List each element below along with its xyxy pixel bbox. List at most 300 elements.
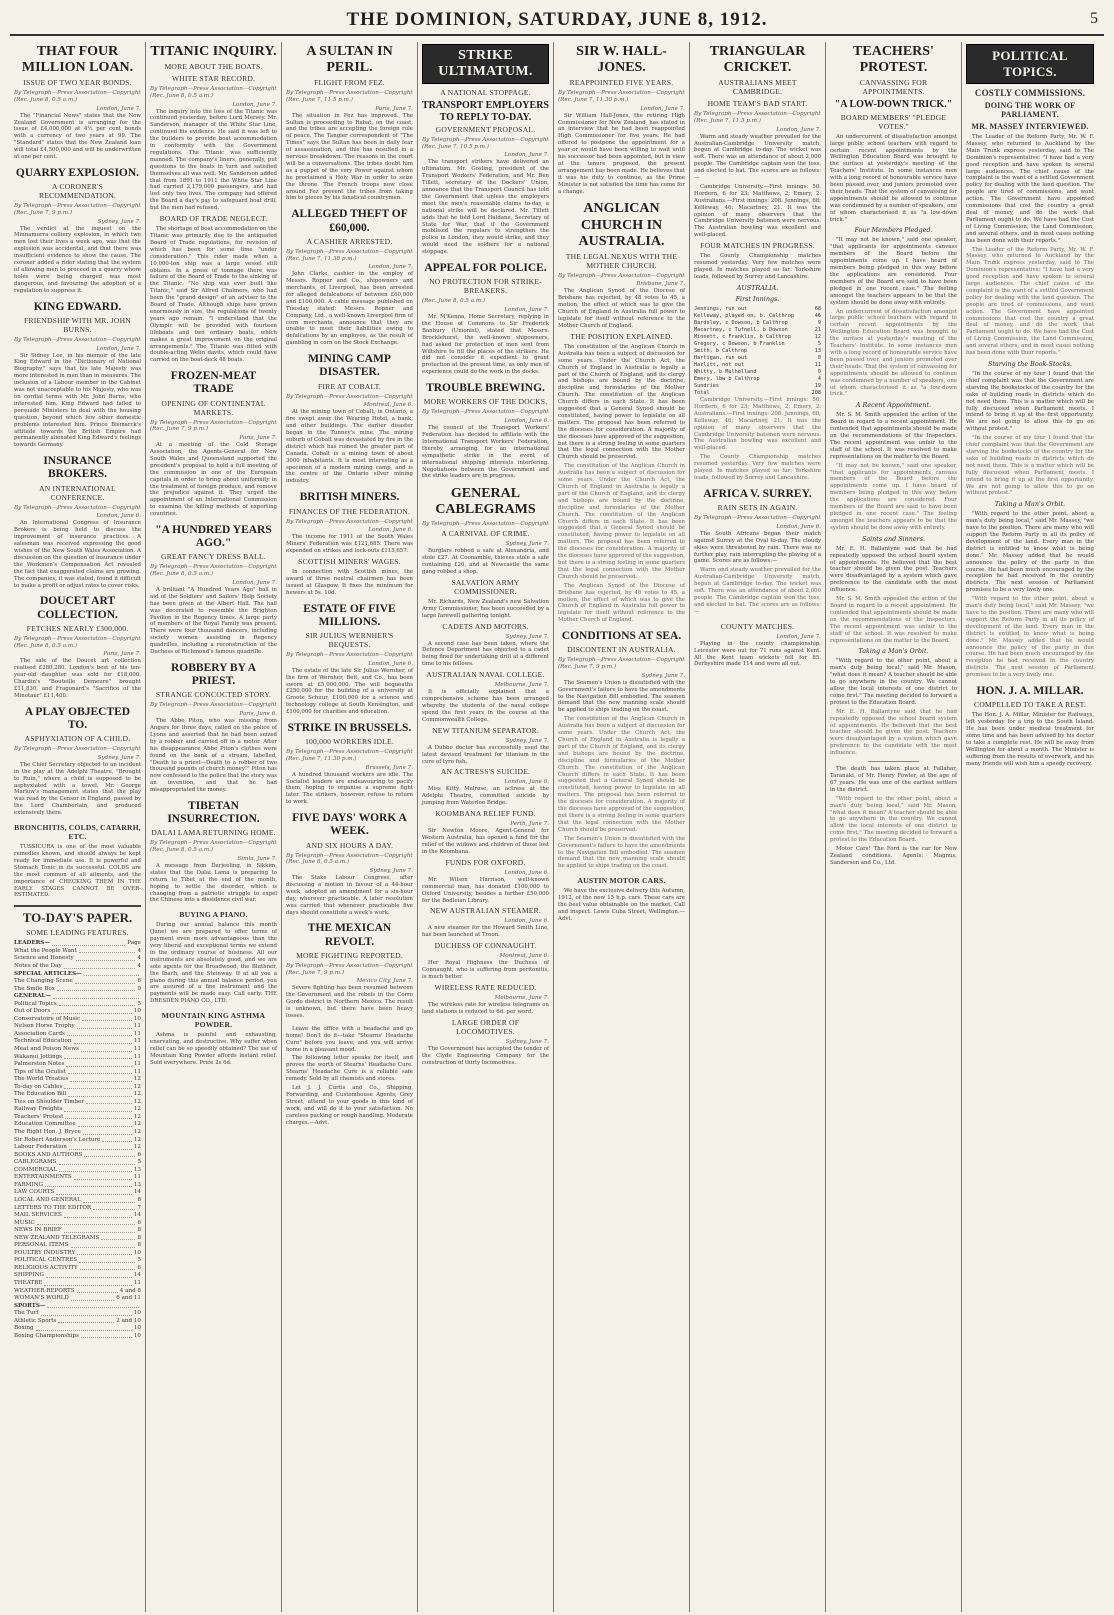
toc-item-label: To-day on Cables: [14, 1083, 63, 1090]
toc-item: [14, 1265, 141, 1273]
article-robbery-priest: [150, 662, 277, 794]
toc-item-page: 13: [133, 1181, 141, 1188]
credit: By Telegraph—Press Association—Copyright (Rec. June 8, 0.5 a.m.): [14, 635, 141, 649]
article-body: Playing in the county championship, Leicester were out for 71 runs against Kent. All the Kent team wickets fell for 85. Derbyshire made 114 and were all out.: [694, 640, 821, 668]
dateline: London, June 7.: [96, 105, 141, 112]
advertisement-bronchitis: [14, 823, 141, 899]
toc-leader-dots: [68, 1069, 132, 1075]
scorecard-row: [694, 383, 821, 390]
article-british-miners: [286, 491, 413, 596]
headline: TRIANGULAR CRICKET.: [709, 44, 806, 76]
subheadline: REAPPOINTED FIVE YEARS.: [569, 78, 674, 88]
toc-item: [14, 955, 141, 963]
divider: [868, 761, 919, 762]
dateline: Sydney, June 7.: [505, 1038, 549, 1045]
toc-item-label: NEWS IN BRIEF: [14, 1227, 62, 1234]
credit: By Telegraph—Press Association—Copyright: [286, 518, 413, 525]
toc-item-label: Boxing: [14, 1325, 34, 1332]
toc-item: [14, 986, 141, 994]
subheadline: RAIN SETS IN AGAIN.: [717, 503, 798, 513]
subheadline: OPENING OF CONTINENTAL MARKETS.: [161, 398, 266, 417]
dateline: London, June 6.: [504, 418, 549, 425]
toc-item: [14, 1061, 141, 1069]
toc-item-label: LETTERS TO THE EDITOR: [14, 1204, 92, 1211]
article-body: The inquiry into the loss of the Titanic was continued yesterday, before Lord Mersey. Mr. Sanderson, manager of the White Star Line, continued his evidence. He said it was left to the builders to provide boat accommodation in conformity with the Government regulations. The Titanic was sufficiently manned. The company's liners, generally, put questions to the boats in turn and satisfied themselves all was well. Mr. Sanderson added that from 1891 to 1911 the White Star Line had carried 2,179,000 passengers, and had lost only two lives. The company had offered the Board a day's pay to safeguard boat drill, but the men had refused.: [150, 108, 277, 212]
section-heading: Saints and Sinners.: [861, 534, 926, 543]
batsman-name: Kelleway, played on, b. Calthrop: [694, 312, 794, 319]
article-body: Burglars robbed a safe at Alexandria, and stole £27. At Coonamble, thieves stole a safe containing £20, and at Newcastle the same gang robbed a shop.: [422, 548, 549, 575]
toc-item-label: POLITICAL CENTRES: [14, 1257, 78, 1264]
article-strike-ultimatum: [422, 44, 549, 256]
article-five-days-work: [286, 812, 413, 916]
article-body: The County Championship matches resumed yesterday. Very few matches were played. In matches played so far: Yorkshire leads, followed by Surrey and Lancashire.: [694, 454, 821, 481]
headline: TEACHERS' PROTEST.: [853, 44, 934, 76]
batsman-name: Jennings, run out: [694, 305, 748, 312]
article-body: "With regard to the other point, about a man's duty being local," said Mr. Mason, "what does it mean? A teacher should be able to go anywhere in the country. We cannot allow the local interests of one district to come first." The meeting decided to forward a protest to the Education Board.: [830, 658, 957, 706]
headline: QUARRY EXPLOSION.: [15, 166, 140, 179]
toc-item-label: Political Topics: [14, 1000, 57, 1007]
article-body: The Anglican Synod of the Diocese of Brisbane has rejected, by 48 votes to 45, a motion, the effect of which was to give the Church of England in Australia full power to legislate for itself without reference to the Mother Church of England.: [558, 582, 685, 624]
subheadline: CADETS AND MOTORS.: [442, 621, 529, 631]
toc-item: [14, 1288, 141, 1296]
dateline: London, June 6.: [368, 527, 413, 534]
toc-item: [14, 940, 141, 948]
toc-item-page: 5: [137, 1257, 141, 1264]
toc-leader-dots: [80, 1265, 136, 1271]
subheadline: DALAI LAMA RETURNING HOME.: [151, 828, 276, 838]
dateline: Sydney, June 7.: [369, 868, 413, 875]
toc-item-label: GENERAL—: [14, 993, 51, 1000]
toc-item-page: 11: [133, 1030, 141, 1037]
toc-item: [14, 1212, 141, 1220]
subheadline: SIR JULIUS WERNHER'S BEQUESTS.: [305, 631, 394, 649]
toc-item: [14, 948, 141, 956]
toc-item: [14, 1084, 141, 1092]
scorecard-row: [694, 348, 821, 355]
credit: By Telegraph—Press Association—Copyright (Rec. June 7, 11.5 p.m.): [694, 111, 821, 124]
credit: By Telegraph—Press Association—Copyright (Rec. June 8, 0.5 a.m.): [14, 90, 141, 103]
masthead-title: THE DOMINION, SATURDAY, JUNE 8, 1912.: [346, 9, 768, 30]
scorecard-row: [694, 376, 821, 383]
toc-item-label: Railway Freights: [14, 1106, 63, 1113]
subheadline: FRIENDSHIP WITH MR. JOHN BURNS.: [24, 315, 131, 334]
headline: AFRICA V. SURREY.: [703, 487, 812, 500]
toc-item-label: Meat and Poison News: [14, 1046, 79, 1053]
toc-item-label: SPECIAL ARTICLES—: [14, 970, 82, 977]
toc-item-page: 6: [137, 1151, 141, 1158]
article-body: Her Royal Highness the Duchess of Connaught, who is suffering from peritonitis, is much better.: [422, 960, 549, 981]
subheadline: AUSTRALIAN NAVAL COLLEGE.: [426, 670, 545, 680]
toc-item: [14, 1137, 141, 1145]
article-body: Sir Newton Moore, Agent-General for Western Australia, has opened a fund for the relief of the widows and children of those lost in the Koombana.: [422, 828, 549, 855]
toc-leader-dots: [64, 1084, 132, 1090]
toc-item-label: The World Treaties: [14, 1076, 69, 1083]
toc-item-label: Association Cards: [14, 1030, 65, 1037]
subheadline: THE POSITION EXPLAINED.: [570, 331, 673, 341]
column-5: [554, 42, 690, 1612]
toc-item: [14, 963, 141, 971]
article-body: A message from Darjeeling, in Sikkim, states that the Dalai Lama is preparing to return to Tibet at the end of the month, hoping to settle the disorder, which is changing from a patriotic struggle to expel the Chinese into a dissidence civil war.: [150, 862, 277, 904]
credit: By Telegraph—Press Association—Copyright: [286, 393, 413, 400]
dateline: Melbourne, June 7.: [494, 682, 549, 689]
toc-item: [14, 1129, 141, 1137]
dateline: London, June 6.: [96, 513, 141, 520]
toc-item-label: SHIPPING: [14, 1272, 45, 1279]
toc-item-page: 12: [133, 1129, 141, 1136]
toc-item-label: Out of Doors: [14, 1008, 51, 1015]
article-body: An International Congress of Insurance Brokers is being held to discuss the improvement of insurance practices. A salesman was received expressing the good wishes of the New South Wales Association. A discussion on the question of insurance under the Workmen's Compensation Act revealed the fact that exaggerated claims are growing. The companies, it was stated, found it difficult to make a profit or adjust rates to cover risks.: [14, 520, 141, 589]
credit: By Telegraph—Press Association—Copyright (Rec. June 8, 0.5 a.m.): [286, 852, 413, 866]
toc-item-page: 9: [137, 985, 141, 992]
subheadline: GREAT FANCY DRESS BALL.: [161, 552, 266, 562]
article-body: Warm and steady weather prevailed for the Australian-Cambridge University match, begun at Cambridge to-day. The wicket was soft. There was an attendance of about 2,000 people. The Cambridge captain won the toss, and elected to bat. The scores are as follows:—: [694, 567, 821, 615]
dateline: London, June 6.: [776, 523, 821, 530]
toc-leader-dots: [36, 1325, 132, 1331]
dateline: Brussels, June 7.: [365, 764, 413, 771]
section-heading: A Recent Appointment.: [855, 401, 932, 410]
subheadline: FLIGHT FROM FEZ.: [314, 78, 385, 88]
dateline: London, June 7.: [368, 264, 413, 271]
toc-leader-dots: [83, 1129, 132, 1135]
toc-item-page: 11: [133, 1279, 141, 1286]
credit: By Telegraph—Press Association—Copyright (Rec. June 7, 9 p.m.): [558, 657, 685, 671]
toc-item-page: 7: [137, 1204, 141, 1211]
toc-leader-dots: [64, 1212, 132, 1218]
article-body: The constitution of the Anglican Church in Australia has been a subject of discussion for some years. Under the Church Act, the Church of England in Australia is legally a part of the Church of England, and its clergy and bishops are bound by the doctrine, discipline and formularies of the Mother Church. The constitution of the Anglican Church differs in each State. It has been suggested that a General Synod should be constituted, having power to legislate on all matters. The proposal has been referred to the dioceses for consideration. A majority of the dioceses have approved of the suggestion, but there is a strong feeling in some quarters that the legal connection with the Mother Church should be preserved.: [558, 343, 685, 461]
credit: By Telegraph—Press Association—Copyright (Rec. June 7, 9 p.m.): [14, 203, 141, 216]
toc-leader-dots: [41, 1310, 132, 1316]
toc-leader-dots: [82, 1016, 132, 1022]
toc-item-page: 5: [137, 1000, 141, 1007]
subheadline: COSTLY COMMISSIONS.: [974, 88, 1086, 98]
article-body: The council of the Transport Workers' Federation has decided to affiliate with the International Transport Workers' Federation, thereby arranging for an international sympathetic strike in the event of international shipping interests interfering. Negotiations between the Government and the strike leaders are in progress.: [422, 425, 549, 480]
toc-item: [14, 1031, 141, 1039]
toc-item: [14, 1235, 141, 1243]
scorecard-row: [694, 334, 821, 341]
scorecard-row: [694, 313, 821, 320]
toc-leader-dots: [53, 993, 139, 999]
ad-body: The following letter speaks for itself, and proves the worth of Stearns' Headache Cure. Stearns' Headache Cure is a reliable safe remedy. Sold by all chemists and stores.: [286, 1055, 413, 1083]
toc-item-label: NEW ZEALAND TELEGRAMS: [14, 1234, 100, 1241]
article-body: The transport strikers have delivered an ultimatum. Mr. Gosling, president of the Transport Workers' Federation, and Mr. Ben Tillett, secretary of the Dockers' Union, announce that the Transport Council has told the Government that unless the employers meet the men's reasonable claims to-day, a national strike will be declared. Mr. Tillett adds that he told Lord Haldane, Secretary of State for War, that if the Government mobilised the regulars to strengthen the police in London, they would strike, and they would need the soldiers for a national stoppage.: [422, 159, 549, 256]
credit: By Telegraph—Press Association—Copyright: [558, 272, 685, 279]
toc-item: [14, 993, 141, 1001]
headline: DOUCET ART COLLECTION.: [37, 595, 118, 621]
toc-item-page: 6: [137, 1264, 141, 1271]
toc-item: [14, 971, 141, 979]
headline: THAT FOUR MILLION LOAN.: [21, 44, 134, 76]
toc-item-label: Education Committee: [14, 1121, 76, 1128]
toc-item: [14, 1099, 141, 1107]
batsman-runs: 13: [814, 347, 821, 354]
toc-list: [14, 940, 141, 1340]
masthead: [10, 6, 1104, 36]
toc-leader-dots: [59, 1159, 136, 1165]
toc-leader-dots: [76, 955, 136, 961]
headline: ROBBERY BY A PRIEST.: [170, 661, 256, 688]
subheadline: 100,000 WORKERS IDLE.: [305, 737, 394, 747]
article-body: The shortage of boat accommodation on the Titanic was primarily due to the antiquated Board of Trade regulations, for revision of which has been for some time "under consideration." This rider made when a 10,000-ton ship was a large vessel still obtains. In a press of tonnage there was failure of the Board of Trade to the sinking of the Titanic. "No ship was ever built like Titanic," said Sir Alfred Chalmers, who had been the "grand design" of an adviser to the Board of Trade. Although ships have grown enormously in size, the regulations of twenty years ago remain. "I understand that the Olympic will be provided with fourteen lifeboats and two ordinary boats, which makes a great improvement on the original arrangements." The Titanic was fitted with double-acting Welin davits, which could have carried on the boat-deck 48 boats.: [150, 226, 277, 364]
subheadline: NO PROTECTION FOR STRIKE-BREAKERS.: [429, 277, 542, 296]
toc-item-page: 10: [133, 1332, 141, 1339]
article-body: "It may not be known," said one speaker, "that applicants for appointments canvass members of the Board before the appointments come up. I have heard of members being pledged in this way before the applications are considered. Four members of the Board are said to have been pledged in one recent case." The feeling amongst the teachers appears to be that the system should be done away with entirely.: [830, 462, 957, 531]
toc-item-label: POULTRY INDUSTRY: [14, 1249, 76, 1256]
subheadline: COMPELLED TO TAKE A REST.: [973, 700, 1087, 710]
scorecard-row: [694, 369, 821, 376]
dateline: Paris, June 6.: [239, 711, 277, 718]
toc-item: [14, 1205, 141, 1213]
toc-item-page: 11: [133, 1061, 141, 1068]
subheadline: THE LEGAL NEXUS WITH THE MOTHER CHURCH.: [565, 251, 678, 270]
toc-item-label: CABLEGRAMS: [14, 1159, 57, 1166]
toc-item: [14, 1295, 141, 1303]
subheadline: NEW AUSTRALIAN STEAMER.: [430, 906, 541, 916]
batsman-name: Hazlitt, not out: [694, 361, 744, 368]
subheadline: SCOTTISH MINERS' WAGES.: [298, 556, 401, 566]
toc-item-page: Page: [127, 940, 141, 947]
article-body: The Leader of the Reform Party, Mr. W. F. Massey, who returned to Auckland by the Main Trunk express yesterday, said to The Dominion's representative: "I have had a very good reception and have spoken to several large audiences. The chief cause of the complaint is the want of a settled Government policy for dealing with the land question. The people are tired of commissions, and want action. The Government have appointed commissions that cost the country a great deal of money, and do the work that Parliament ought to do. We have had the Cost of Living Commission, the Land Commission, and several others, and in most cases nothing has been done with their reports.": [966, 246, 1094, 357]
toc-leader-dots: [64, 1054, 132, 1060]
toc-item-page: 12: [133, 1121, 141, 1128]
dateline: Sydney, June 7.: [641, 672, 685, 679]
toc-item-page: 8: [137, 1234, 141, 1241]
toc-item-page: 10: [133, 1249, 141, 1256]
toc-item-page: 10: [133, 1310, 141, 1317]
headline: MINING CAMP DISASTER.: [308, 353, 391, 379]
batsman-name: Smith, b Calthrop: [694, 347, 748, 354]
toc-leader-dots: [77, 1023, 132, 1029]
toc-leader-dots: [44, 1280, 131, 1286]
article-quarry-explosion: [14, 167, 141, 295]
article-body: Sir Sidney Lee, in his memoir of the late King Edward in the "Dictionary of National Biography," says that his late Majesty was more interested in men than in measures. The inclusion of a Labour member in the Cabinet was not unacceptable to his Majesty, who was on cordial terms with Mr. John Burns, who interested him. King Edward had failed to persuade Ministers to deal with the housing question, beyond which few other domestic problems interested him. Prince Bismarck's attitude towards the British Empire had permanently alienated King Edward's feelings towards Germany.: [14, 352, 141, 449]
toc-item: [14, 1250, 141, 1258]
toc-item-label: Conservatoire of Music: [14, 1015, 81, 1022]
credit: By Telegraph—Press Association—Copyright: [14, 336, 141, 343]
toc-leader-dots: [37, 1220, 136, 1226]
headline: STRIKE IN BRUSSELS.: [287, 722, 412, 735]
article-doucet-collection: [14, 595, 141, 699]
toc-leader-dots: [52, 940, 125, 946]
subheadline: DISCONTENT IN AUSTRALIA.: [567, 645, 676, 655]
subheadline: A CASHIER ARRESTED.: [306, 236, 393, 246]
toc-leader-dots: [102, 1137, 131, 1143]
credit: By Telegraph—Press Association—Copyright (Rec. June 7, 11.30 p.m.): [558, 90, 685, 103]
subheadline: FOUR MATCHES IN PROGRESS.: [700, 241, 815, 251]
toc-item: [14, 1152, 141, 1160]
toc-leader-dots: [71, 1242, 136, 1248]
subheadline: WIRELESS RATE REDUCED.: [434, 982, 537, 992]
column-3: [282, 42, 418, 1612]
toc-item-page: 6: [137, 978, 141, 985]
toc-leader-dots: [67, 1031, 132, 1037]
article-body: "With regard to the other point, about a man's duty being local," said Mr. Massey, "we have to the position. There are many who will support the Reform Party in all its policy of development of the land. Every man in the district is entitled to know what is being done." Mr. Massey added that he would announce the policy of the party in due course. He had been much encouraged by the reception he had received in the country districts. The next session of Parliament promises to be a very lively one.: [966, 596, 1094, 679]
dateline: London, June 7.: [232, 579, 277, 586]
column-7: [826, 42, 962, 1612]
subheadline: DUCHESS OF CONNAUGHT.: [434, 941, 537, 951]
batsman-name: Whitty, b Mulholland: [694, 368, 757, 375]
toc-item-page: 10: [133, 1008, 141, 1015]
toc-item-label: Notes of the Day: [14, 963, 62, 969]
toc-item: [14, 1174, 141, 1182]
subheadline: A CARNIVAL OF CRIME.: [441, 529, 530, 539]
toc-item: [14, 1076, 141, 1084]
section-heading: Taking a Man's Orbit.: [994, 500, 1066, 509]
toc-item: [14, 1001, 141, 1009]
article-mining-camp: [286, 353, 413, 485]
scorecard-subtitle: First Innings.: [735, 294, 780, 303]
scorecard: [694, 306, 821, 390]
column-6: [690, 42, 826, 1612]
toc-item-page: 4 and 8: [119, 1287, 141, 1294]
batsman-name: Hartigan, run out: [694, 354, 748, 361]
subheadline: ISSUE OF TWO YEAR BONDS.: [23, 78, 132, 88]
headline: HON. J. A. MILLAR.: [976, 685, 1084, 698]
ad-heading: MOUNTAIN KING ASTHMA POWDER.: [161, 1011, 266, 1030]
subheadline: CANVASSING FOR APPOINTMENTS.: [859, 78, 928, 97]
article-tibetan-insurrection: [150, 800, 277, 904]
dateline: London, June 7.: [504, 152, 549, 159]
article-body: Sir William Hall-Jones, the retiring High Commissioner for New Zealand, has stated in an interview that he had been reappointed High Commissioner for five years. He had offered to postpone the appointment for a year or would have been willing to wait until his successor had been appointed, but in view of the tenure proposed, the present arrangement has been made. He believes that it was his duty to continue, as the Prime Minister is not satisfied the time has come for a change.: [558, 112, 685, 195]
article-body: The constitution of the Anglican Church in Australia has been a subject of discussion for some years. Under the Church Act, the Church of England in Australia is legally a part of the Church of England, and its clergy and bishops are bound by the doctrine, discipline and formularies of the Mother Church. The constitution of the Anglican Church differs in each State. It has been suggested that a General Synod should be constituted, having power to legislate on all matters. The proposal has been referred to the dioceses for consideration. A majority of the dioceses have approved of the suggestion, but there is a strong feeling in some quarters that the legal connection with the Mother Church should be preserved.: [558, 716, 685, 833]
toc-leader-dots: [84, 1152, 135, 1158]
toc-item-page: 12: [133, 1106, 141, 1113]
article-body: The Seamen's Union is dissatisfied with the Government's failure to have the amendments to the Navigation Bill embodied. The seamen demand that the new manning scale should be applied to ships trading on the coast.: [558, 679, 685, 714]
article-mexican-revolt: [286, 922, 413, 1019]
ad-body: Let J. J. Curtis and Co., Shipping, Forwarding, and Customhouse Agents, Grey Street, attend to your goods in this kind of work, and will do it to your satisfaction. No careless packing or rough handling. Moderate charges.—Advt.: [286, 1085, 413, 1126]
toc-item-page: 11: [133, 1023, 141, 1030]
toc-item-page: 6 and 11: [116, 1295, 141, 1302]
headline: A SULTAN IN PERIL.: [306, 44, 393, 76]
article-body: The verdict at the inquest on the Minnamurra colliery explosion, in which two men lost their lives a week ago, was that the explosion was accidental, and that there was insufficient evidence to show the cause. The coroner added a rider stating that the system of allowing men to proceed in a quarry where holes were being charged was most dangerous, and favouring the adoption of a regulation to suppress it.: [14, 225, 141, 294]
headline: TIBETAN INSURRECTION.: [167, 800, 260, 826]
subheadline: COUNTY MATCHES.: [720, 621, 795, 631]
article-frozen-meat: [150, 370, 277, 518]
credit: By Telegraph—Press Association—Copyright: [150, 702, 277, 709]
toc-item: [14, 1303, 141, 1311]
dateline: Montreal, June 6.: [499, 953, 549, 960]
toc-item-label: What the People Want: [14, 947, 77, 954]
batsman-name: Bardsley, c Dowson, b Calthrop: [694, 319, 788, 326]
article-body: Severe fighting has been resumed between the Government and the rebels in the Corro Gordo district in Northern Mexico. The result is unknown, but there have been heavy losses.: [286, 985, 413, 1019]
dateline: London, June 7.: [504, 307, 549, 314]
article-body: A second case has been taken, where the Defence Department has objected to a cadet being fined for undertaking drill at a different time to his fellows.: [422, 640, 549, 668]
scorecard-row: [694, 355, 821, 362]
article-appeal-police: [422, 262, 549, 376]
ad-body: We have the exclusive delivery this Autumn, 1912, of the new 15 h.p. cars. These cars are the best value obtainable on the market. Call and inspect. Lewis Cuba Street, Wellington.—Advt.: [558, 888, 685, 922]
dateline: Paris, June 7.: [375, 105, 413, 112]
credit: By Telegraph—Press Association—Copyright (Rec. June 7, 9 p.m.): [286, 962, 413, 976]
toc-item-label: The Changing Scene: [14, 978, 73, 985]
toc-item-page: 5: [137, 1159, 141, 1166]
headline: THE MEXICAN REVOLT.: [307, 922, 392, 948]
advertisement-asthma: [150, 1011, 277, 1067]
toc-leader-dots: [69, 1144, 132, 1150]
article-body: "In the course of my tour I found that the chief complaint was that the Government are starving the bookstocks of the country for the sake of building roads in districts which do not need them. This is a matter which will be fully discussed when Parliament meets. I intend to bring it up at the first opportunity. We are not going to allow this to go on without protest.": [966, 371, 1094, 433]
article-insurance-brokers: [14, 455, 141, 589]
toc-item-page: 8: [137, 1242, 141, 1249]
toc-leader-dots: [47, 1303, 139, 1309]
toc-item: [14, 1167, 141, 1175]
toc-leader-dots: [65, 1114, 132, 1120]
batsman-runs: 68: [814, 305, 821, 312]
credit: By Telegraph—Press Association—Copyright (Rec. June 8, 0.5 a.m.): [150, 86, 277, 99]
article-body: The death has taken place at Fallahar, Taranaki, of Mr. Henry Fowler, at the age of 67 years. He was one of the earliest settlers in the district.: [830, 766, 957, 793]
article-body: A hundred thousand workers are idle. The Socialist leaders are endeavouring to pacify them, hoping to organise a supreme fight later. The strikers, however, refuse to return to work.: [286, 771, 413, 806]
toc-heading: TO-DAY'S PAPER.: [14, 905, 141, 926]
headline: A PLAY OBJECTED TO.: [24, 705, 131, 731]
toc-item-label: The Turf: [14, 1310, 39, 1317]
subheadline: FETCHES NEARLY £300,000.: [26, 623, 129, 633]
toc-item-label: WOMAN'S WORLD: [14, 1295, 69, 1302]
toc-item-label: Wakanui Jottings: [14, 1053, 63, 1060]
article-strike-brussels: [286, 722, 413, 806]
dateline: Sydney, June 7.: [97, 754, 141, 761]
headline: ANGLICAN CHURCH IN AUSTRALIA.: [578, 201, 665, 249]
toc-item-page: 12: [133, 1144, 141, 1151]
subheadline: HOME TEAM'S BAD START.: [707, 99, 808, 109]
article-estate-five-millions: [286, 603, 413, 716]
toc-item-page: 4: [137, 947, 141, 954]
toc-item-label: Athletic Sports: [14, 1317, 57, 1324]
article-trouble-brewing: [422, 382, 549, 480]
ad-body: Motor Cars! The Ford is the car for New Zealand conditions. Agents: Magnus, Sanderson and Co., Ltd.: [830, 846, 957, 866]
article-body: The sale of the Doucet art collection realised £280,280. London's best of his ten-year-old daughter was sold for £18,000. Chardin's "Bouteille Demeure" brought £11,830, and Fragonard's "Sacrifice of the Minotaur" £11,400.: [14, 658, 141, 699]
toc-item-label: FARMING: [14, 1181, 43, 1188]
toc-item: [14, 1257, 141, 1265]
article-body: The South Africans began their match against Surrey at the Oval to-day. The cloudy skies were threatened by rain. There was no further play, rain interrupting the playing of a game. Scores are as follows:—: [694, 530, 821, 565]
toc-item-label: Ties on Shoulder Timber: [14, 1098, 85, 1105]
article-hundred-years-ago: [150, 524, 277, 656]
scorecard-total: 208: [811, 390, 821, 396]
article-body: The Chief Secretary objected to an incident in the play at the Adelphi Theatre, "Brought to Ruin," where a child is supposed to be asphyxiated with a towel. Mr. George Marlow's management states that the play was read by the Censor in England, passed by the Lord Chamberlain, and produced extensively there.: [14, 761, 141, 817]
article-body: The Abbe Piton, who was missing from Angers for three days, called on the police of Lyons and asserted that he had been seized by a robber and carried off in a motor. After his disappearance Abbe Piton's clothes were found on the bank of a stream, labelled, "Death to a priest—Death to a robber of two thousand pounds of church money!" Piton has now confessed to the police that the story was an invention, and that he had misappropriated the money.: [150, 718, 277, 794]
article-body: Cambridge University.—First innings: 50. Hordern, 6 for 23; Matthews, 2; Emery, 2. Australians.—First innings: 208. Jennings, 68; Kelleway, 46; Macartney, 21. It was the opinion of many observers that the Cambridge University batsmen were nervous. The Australian bowling was excellent and well-placed.: [694, 397, 821, 452]
headline: BRITISH MINERS.: [299, 491, 400, 504]
article-body: An undercurrent of dissatisfaction amongst large public school teachers with regard to certain recent appointments by the Wellington Education Board was brought to the surface at yesterday's meeting of the Teachers' Institute. In some instances men with a long record of honourable service have been passed over, and juniors promoted over their heads. That the system of canvassing for appointments should be allowed to continue was condemned by a number of speakers, one of whom characterised it as "a low-down trick.": [830, 308, 957, 398]
article-body: A new steamer for the Howard Smith Line, has been launched at Troon.: [422, 925, 549, 939]
toc-item-page: 11: [133, 1068, 141, 1075]
article-body: Mr. S. M. Smith appealed the action of the Board in regard to a recent appointment. He contended that appointments should be made on the recommendations of the Inspectors. The recent appointment was unfair to the staff of the school. It was resolved to make representations on the matter to the Board.: [830, 596, 957, 644]
toc-item-page: 4: [137, 955, 141, 962]
article-body: The Leader of the Reform Party, Mr. W. F. Massey, who returned to Auckland by the Main Trunk express yesterday, said to The Dominion's representative: "I have had a very good reception and have spoken to several large audiences. The chief cause of the complaint is the want of a settled Government policy for dealing with the land question. The people are tired of commissions, and want action. The Government have appointed commissions that cost the country a great deal of money, and do the work that Parliament ought to do. We have had the Cost of Living Commission, the Land Commission, and several others, and in most cases nothing has been done with their reports.": [966, 134, 1094, 244]
scorecard-row: [694, 306, 821, 313]
toc-item: [14, 1091, 141, 1099]
toc-leader-dots: [66, 1061, 131, 1067]
article-body: Mr. E. H. Ballantyne said that he had repeatedly opposed the school board system of appointments. He believed that the best teacher should be given the post. Teachers were disadvantaged by a system which gave preference to the candidate with the most influence.: [830, 545, 957, 594]
toc-item-label: Palmerston Notes: [14, 1061, 65, 1068]
headline: ESTATE OF FIVE MILLIONS.: [303, 602, 396, 628]
credit: By Telegraph—Press Association—Copyright: [286, 652, 413, 658]
toc-item: [14, 1272, 141, 1280]
batsman-name: Emery, lbw b Calthrop: [694, 375, 760, 382]
headline: "A LOW-DOWN TRICK.": [834, 99, 953, 111]
article-body: The situation in Fez has improved. The Sultan is proceeding to Rabat, on the coast, and the tribes are accepting the foreign rule of peace. The Tangier correspondent of "The Times" says the Sultan has been in daily fear of assassination, and this has resulted in a nervous breakdown. The reasons in the court will be a conversations. The tribes doubt him as a puppet of the very Power against whom he proclaimed a Holy War in order to seize the throne. The French troops now close around Fez prevent the tribes from taking him to pieces by his fanatical countrymen.: [286, 112, 413, 202]
ad-heading: AUSTIN MOTOR CARS.: [577, 876, 666, 886]
dateline: Sydney, June 7.: [505, 541, 549, 548]
toc-item: [14, 1242, 141, 1250]
credit: By Telegraph—Press Association—Copyright: [14, 746, 141, 753]
article-body: Warm and steady weather prevailed for the Australian-Cambridge University match, begun at Cambridge to-day. The wicket was soft. There was an attendance of about 2,000 people. The Cambridge captain won the toss, and elected to bat. The scores are as follows:—: [694, 133, 821, 182]
headline: TITANIC INQUIRY.: [150, 44, 277, 59]
dateline: Sydney, June 7.: [505, 737, 549, 744]
subheadline: A NATIONAL STOPPAGE.: [440, 88, 531, 97]
toc-leader-dots: [68, 1091, 131, 1097]
advertisement-austin: [558, 876, 685, 923]
scorecard-total-row: Total 208: [694, 390, 821, 396]
toc-item-label: LAW COURTS: [14, 1189, 55, 1196]
toc-item: [14, 1016, 141, 1024]
article-anglican-church: [558, 201, 685, 624]
